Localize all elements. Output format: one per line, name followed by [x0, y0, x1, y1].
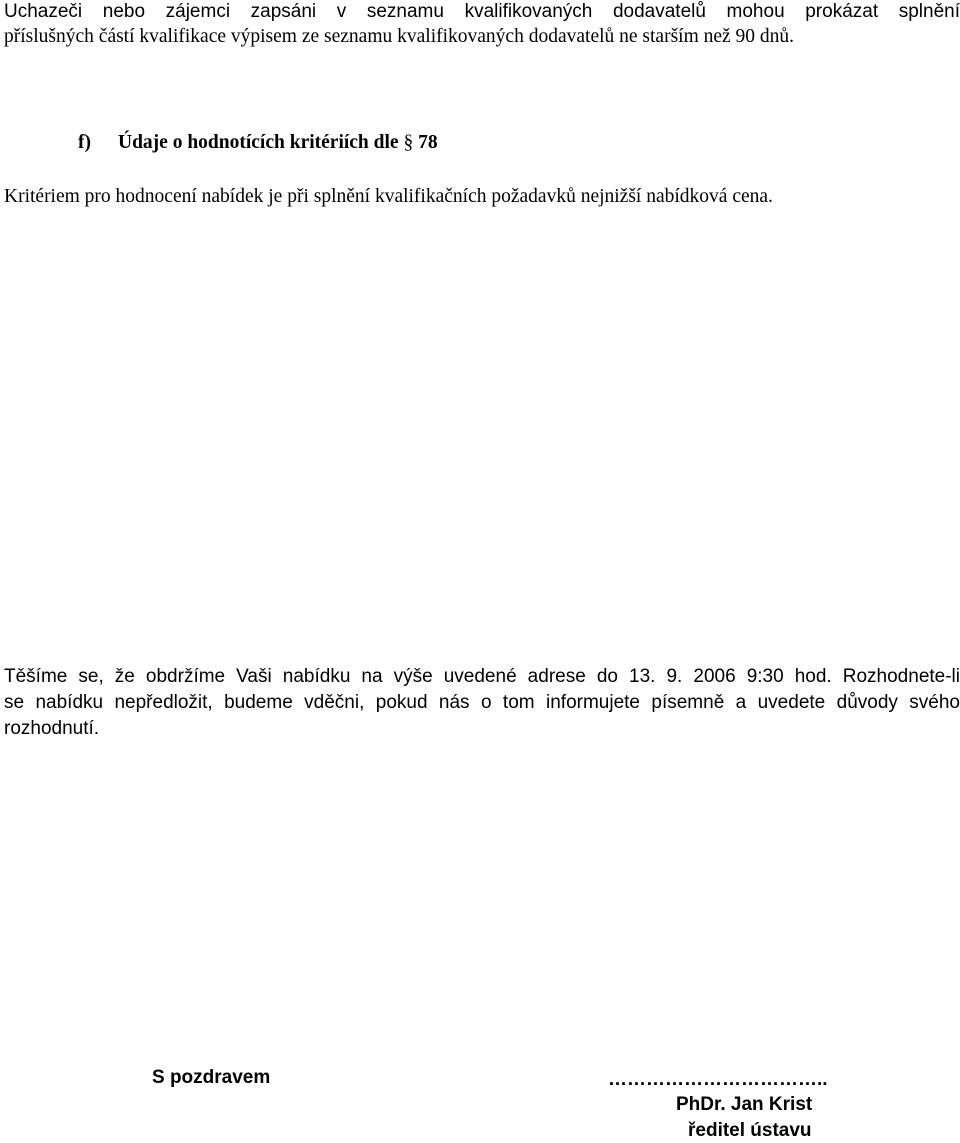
- eligibility-line-2: příslušných částí kvalifikace výpisem ze seznamu kvalifikovaných dodavatelů ne starším než 90 dnů.: [4, 26, 795, 47]
- section-f-heading: [78, 131, 438, 155]
- section-f-ref: 78: [418, 132, 438, 153]
- criteria-text: Kritériem pro hodnocení nabídek je při splnění kvalifikačních požadavků nejnižší nabídková cena.: [4, 186, 773, 207]
- paragraph-symbol: §: [403, 132, 414, 153]
- signature-line: ……………………………..: [608, 1069, 828, 1090]
- closing-line-3: rozhodnutí.: [4, 718, 100, 739]
- section-f-title: Údaje o hodnotících kritériích dle: [118, 132, 399, 153]
- closing-line-2: se nabídku nepředložit, budeme vděčni, pokud nás o tom informujete písemně a uvedete důvody svého: [4, 692, 960, 713]
- section-f-label: f): [78, 132, 91, 153]
- signatory-title: ředitel ústavu: [688, 1120, 812, 1141]
- greeting: S pozdravem: [152, 1067, 271, 1088]
- closing-line-1: Těšíme se, že obdržíme Vaši nabídku na výše uvedené adrese do 13. 9. 2006 9:30 hod. Rozhodnete-li: [4, 666, 960, 687]
- eligibility-line-1: Uchazeči nebo zájemci zapsáni v seznamu kvalifikovaných dodavatelů mohou prokázat splnění: [4, 1, 960, 22]
- signatory-name: PhDr. Jan Krist: [676, 1094, 813, 1115]
